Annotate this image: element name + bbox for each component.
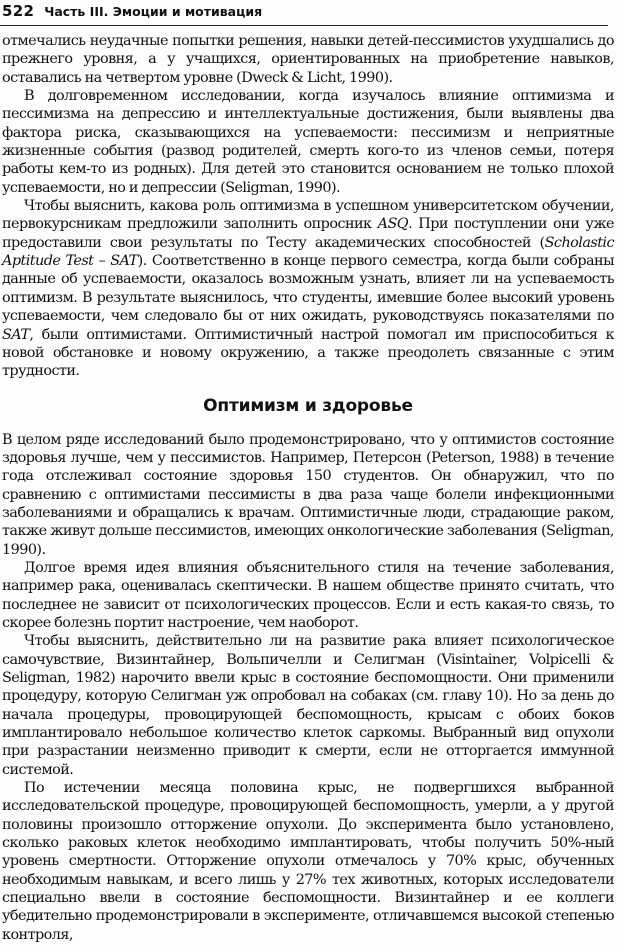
italic-term: SAT — [2, 326, 30, 343]
text-run: ). Соответственно в конце первого семестра, когда были собраны данные об успеваемости, оказалось возможным узнать, влияет ли на успеваемость оптимизм. В результате выяснилось, что студенты, имевшие более высокий уровень успеваемости, чем следовало бы от них ожидать, руководствуясь показателями по — [2, 253, 614, 325]
paragraph: Долгое время идея влияния объяснительного стиля на течение заболевания, например рака, оценивалась скептически. В нашем обществе принято считать, что последнее не зависит от психологических процессов. Если и есть какая-то связь, то скорее болезнь портит настроение, чем наоборот. — [2, 559, 614, 631]
page-number: 522 — [2, 2, 35, 20]
paragraph: Чтобы выяснить, действительно ли на развитие рака влияет психологическое самочувствие, Визинтайнер, Вольпичелли и Селигман (Visintainer, Volpicelli & Seligman, 1982) нарочито ввели крыс в состояние беспомощности. Они применили процедуру, которую Селигман уж опробовал на собаках (см. главу 10). Но за день до начала процедуры, провоцирующей беспомощность, крысам с обоих боков имплантировало небольшое количество клеток саркомы. Выбранный вид опухоли при разрастании неизменно приводит к смерти, если не отторгается иммунной системой. — [2, 633, 614, 778]
text-run: . При поступлении они уже предоставили свои результаты по Тесту академических способностей ( — [2, 216, 614, 251]
section-heading: Оптимизм и здоровье — [203, 395, 413, 416]
page-header — [0, 0, 608, 26]
running-title: Часть III. Эмоции и мотивация — [44, 4, 263, 19]
text-run: , были оптимистами. Оптимистичный настрой помогал им приспособиться к новой обстановке и новому окружению, а также преодолеть связанные с этим трудности. — [2, 326, 614, 380]
paragraph: В целом ряде исследований было продемонстрировано, что у оптимистов состояние здоровья лучше, чем у пессимистов. Например, Петерсон (Peterson, 1988) в течение года отслеживал состояние здоровья 150 студентов. Он обнаружил, что по сравнению с оптимистами пессимисты в два раза чаще болели инфекционными заболеваниями и обращались к врачам. Оптимистичные люди, страдающие раком, также живут дольше пессимистов, имеющих онкологические заболевания (Seligman, 1990). — [2, 431, 614, 558]
italic-term: Scholastic Aptitude Test – SAT — [2, 234, 614, 270]
paragraph: отмечались неудачные попытки решения, навыки детей-пессимистов ухудшались до прежнего уровня, а у учащихся, ориентированных на приобретение навыков, оставались на четвертом уровне (Dweck & Licht, 1990). — [2, 33, 614, 86]
italic-term: ASQ — [377, 216, 409, 233]
paragraph — [2, 197, 614, 380]
paragraph: По истечении месяца половина крыс, не подвергшихся выбранной исследовательской процедуре, провоцирующей беспомощность, умерли, а у другой половины произошло отторжение опухоли. До эксперимента было установлено, сколько раковых клеток необходимо имплантировать, чтобы получить 50%-ный уровень смертности. Отторжение опухоли отмечалось у 70% крыс, обученных необходимым навыкам, и всего лишь у 27% тех животных, которых исследователи специально ввели в состояние беспомощности. Визинтайнер и ее коллеги убедительно продемонстрировали в эксперименте, отличавшемся высокой степенью контроля, — [2, 780, 614, 943]
page-body — [0, 26, 614, 944]
text-run: Чтобы выяснить, какова роль оптимизма в успешном университетском обучении, первокурсникам предложили заполнить опросник — [2, 198, 614, 233]
paragraph: В долговременном исследовании, когда изучалось влияние оптимизма и пессимизма на депрессию и интеллектуальные достижения, были выявлены два фактора риска, сказывающихся на успеваемости: пессимизм и неприятные жизненные события (развод родителей, смерть кого-то из членов семьи, потеря работы кем-то из родных). Для детей это становится основанием не только плохой успеваемости, но и депрессии (Seligman, 1990). — [2, 88, 614, 196]
